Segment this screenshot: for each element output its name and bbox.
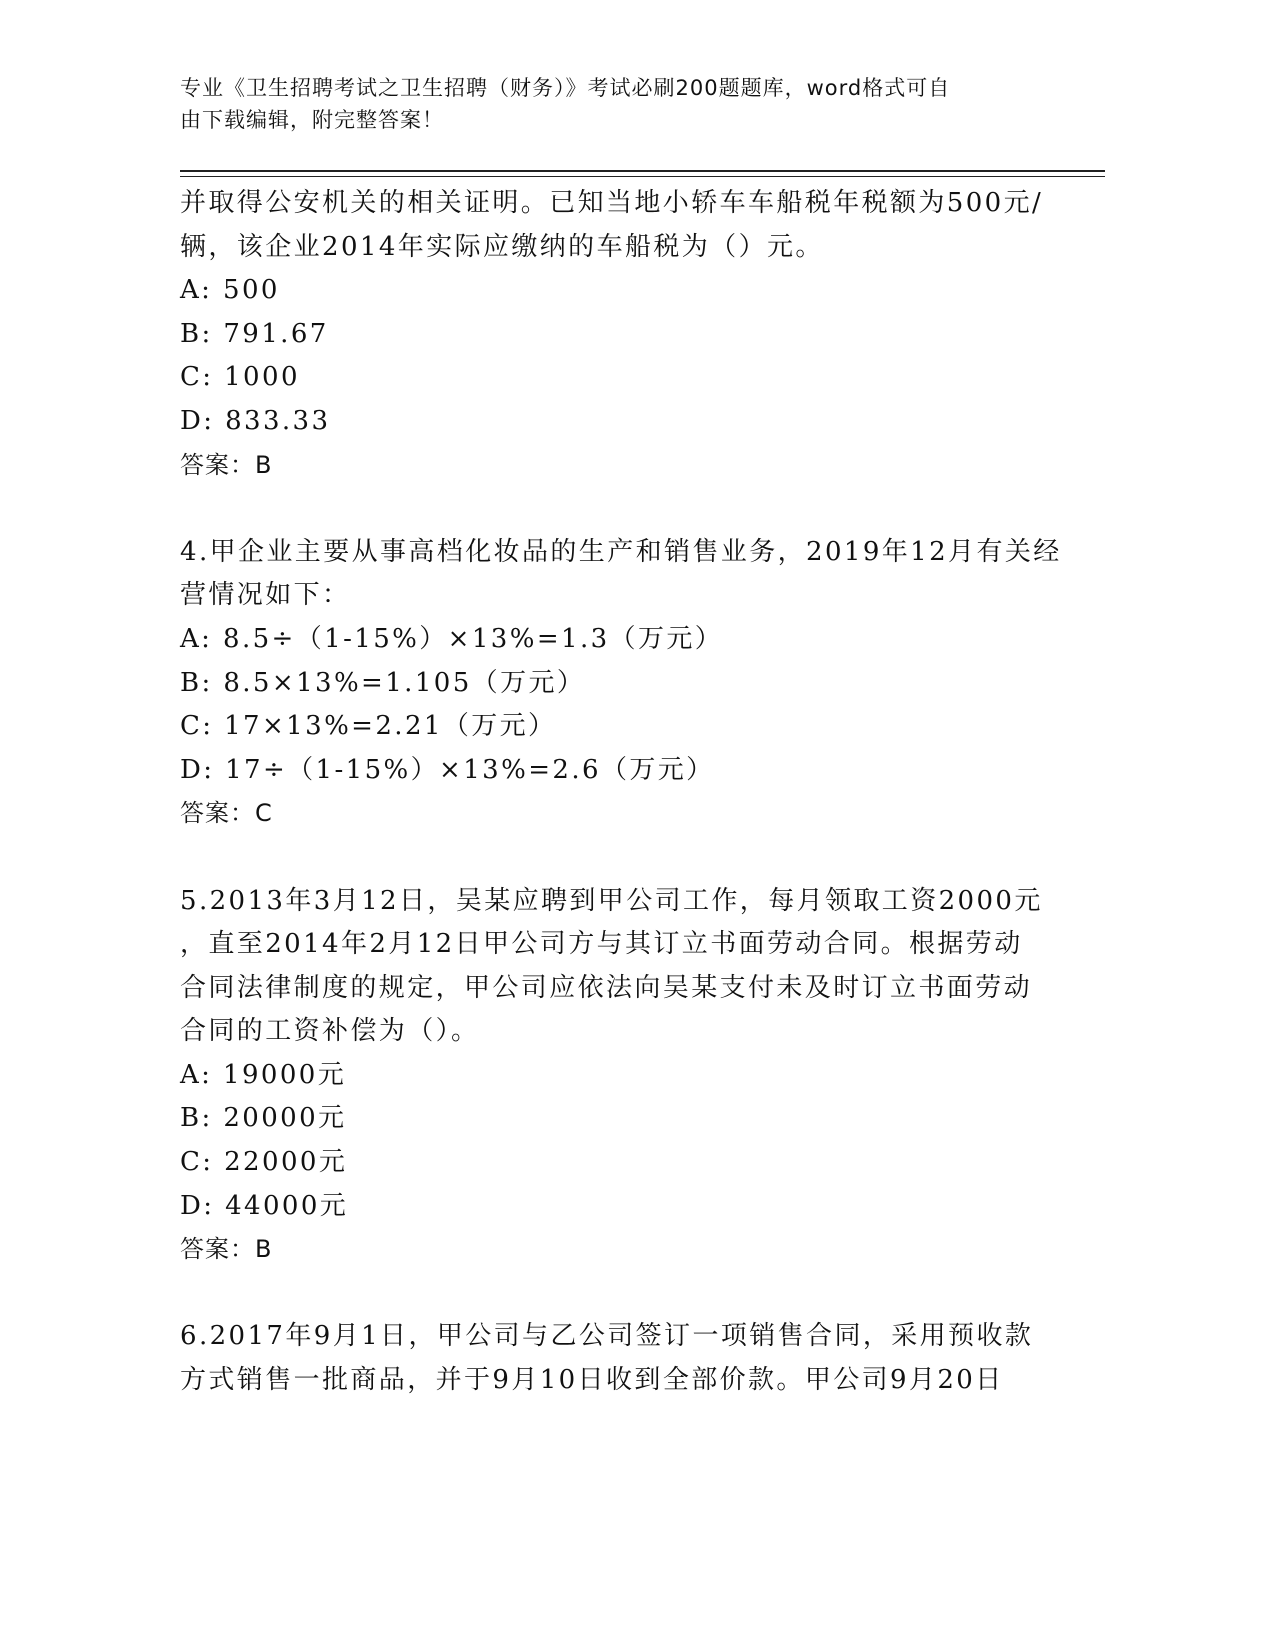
option-d: D: 17÷（1-15%）×13%=2.6（万元） [180, 754, 715, 785]
header-title-line-1: 专业《卫生招聘考试之卫生招聘（财务）》考试必刷200题题库，word格式可自 [180, 76, 951, 100]
question-list [180, 182, 1060, 1403]
document-header [180, 72, 1060, 136]
header-divider-thin [180, 176, 1105, 177]
answer-line: 答案：B [180, 450, 273, 479]
question-text-line: 方式销售一批商品，并于9月10日收到全部价款。甲公司9月20日 [180, 1365, 1004, 1396]
question-text-line: ，直至2014年2月12日甲公司方与其订立书面劳动合同。根据劳动 [180, 929, 1023, 960]
question-text-line: 营情况如下： [180, 580, 351, 611]
option-a: A: 500 [180, 275, 280, 306]
question-6 [180, 1315, 1060, 1402]
question-text-line: 6.2017年9月1日，甲公司与乙公司签订一项销售合同，采用预收款 [180, 1321, 1034, 1352]
option-c: C: 1000 [180, 362, 300, 393]
option-c: C: 17×13%=2.21（万元） [180, 711, 557, 742]
option-b: B: 791.67 [180, 318, 329, 349]
option-d: D: 44000元 [180, 1190, 349, 1221]
option-b: B: 8.5×13%=1.105（万元） [180, 667, 586, 698]
option-b: B: 20000元 [180, 1103, 347, 1134]
spacer [180, 487, 1060, 531]
question-text-line: 辆，该企业2014年实际应缴纳的车船税为（）元。 [180, 231, 824, 262]
header-divider-thick [180, 170, 1105, 172]
option-c: C: 22000元 [180, 1147, 348, 1178]
spacer [180, 836, 1060, 880]
answer-line: 答案：B [180, 1235, 273, 1264]
question-text-line: 并取得公安机关的相关证明。已知当地小轿车车船税年税额为500元/ [180, 188, 1044, 218]
header-title-line-2: 由下载编辑，附完整答案！ [180, 108, 444, 132]
option-a: A: 8.5÷（1-15%）×13%=1.3（万元） [180, 623, 724, 654]
question-3 [180, 182, 1060, 487]
question-5 [180, 880, 1060, 1272]
question-4 [180, 531, 1060, 836]
question-text-line: 合同的工资补偿为（）。 [180, 1016, 480, 1047]
option-a: A: 19000元 [180, 1059, 347, 1090]
option-d: D: 833.33 [180, 405, 331, 436]
question-text-line: 4.甲企业主要从事高档化妆品的生产和销售业务，2019年12月有关经 [180, 536, 1062, 567]
answer-line: 答案：C [180, 799, 273, 828]
question-text-line: 合同法律制度的规定，甲公司应依法向吴某支付未及时订立书面劳动 [180, 972, 1033, 1003]
spacer [180, 1272, 1060, 1316]
question-text-line: 5.2013年3月12日，吴某应聘到甲公司工作，每月领取工资2000元 [180, 885, 1043, 916]
